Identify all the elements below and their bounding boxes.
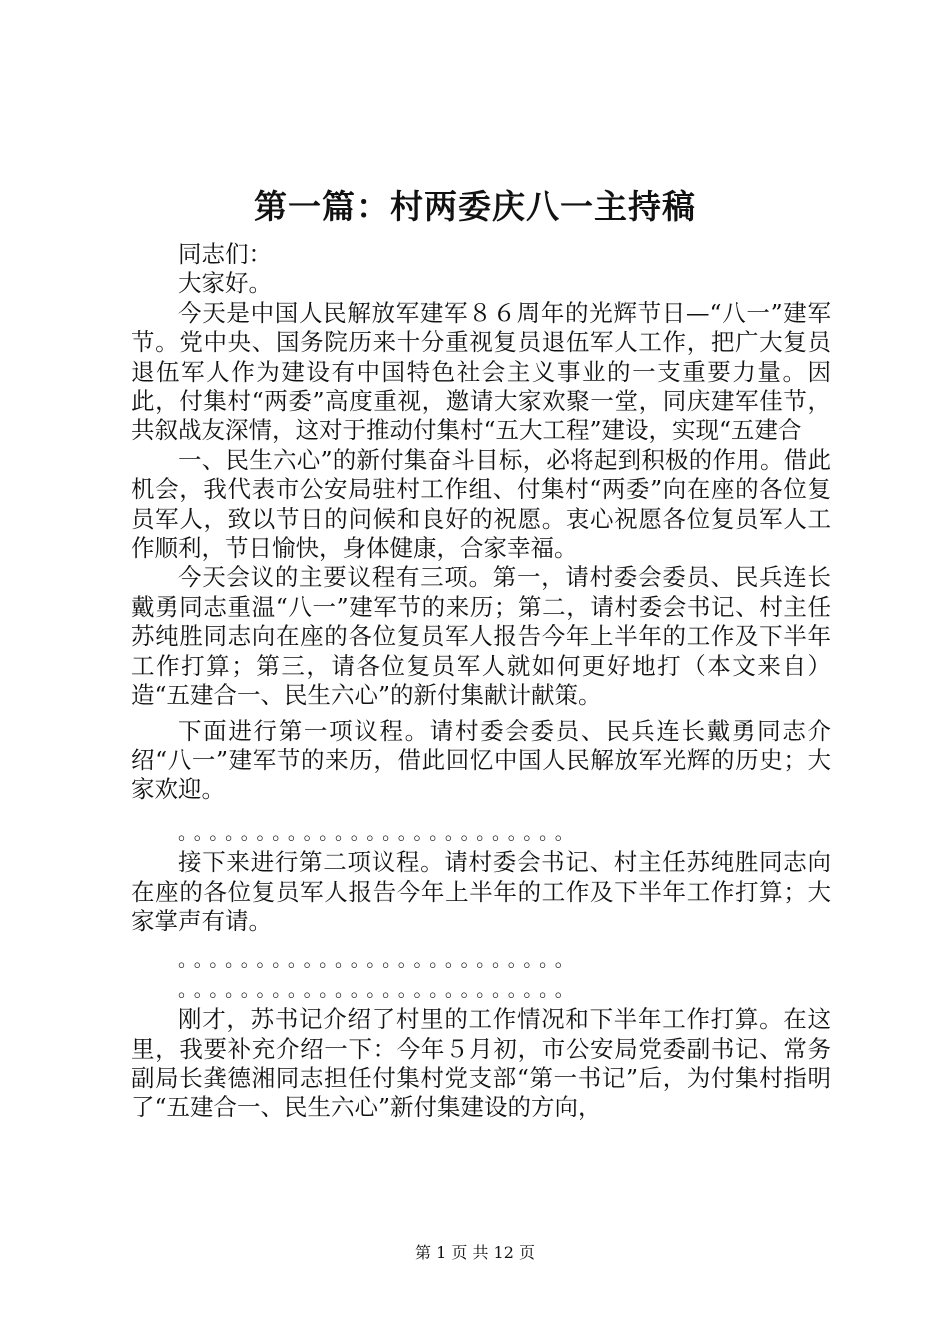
- paragraph-5: 接下来进行第二项议程。请村委会书记、村主任苏纯胜同志向在座的各位复员军人报告今年上半年的工作及下半年工作打算；大家掌声有请。: [131, 848, 831, 935]
- ellipsis-line-1: 。。。。。。。。。。。。。。。。。。。。。。。。。: [178, 821, 581, 844]
- paragraph-4: 下面进行第一项议程。请村委会委员、民兵连长戴勇同志介绍“八一”建军节的来历，借此回忆中国人民解放军光辉的历史；大家欢迎。: [131, 716, 831, 804]
- page-number: 第 1 页 共 12 页: [415, 1243, 535, 1262]
- paragraph-6: 刚才，苏书记介绍了村里的工作情况和下半年工作打算。在这里，我要补充介绍一下：今年５月初，市公安局党委副书记、常务副局长龚德湘同志担任付集村党支部“第一书记”后，为付集村指明了“五建合一、民生六心”新付集建设的方向，: [131, 1005, 831, 1122]
- greeting: 大家好。: [178, 269, 272, 298]
- paragraph-3: 今天会议的主要议程有三项。第一，请村委会委员、民兵连长戴勇同志重温“八一”建军节的来历；第二，请村委会书记、村主任苏纯胜同志向在座的各位复员军人报告今年上半年的工作及下半年工作打算；第三，请各位复员军人就如何更好地打（本文来自）造“五建合一、民生六心”的新付集献计献策。: [131, 563, 831, 710]
- paragraph-1: 今天是中国人民解放军建军８６周年的光辉节日—“八一”建军节。党中央、国务院历来十分重视复员退伍军人工作，把广大复员退伍军人作为建设有中国特色社会主义事业的一支重要力量。因此，付集村“两委”高度重视，邀请大家欢聚一堂，同庆建军佳节，共叙战友深情，这对于推动付集村“五大工程”建设，实现“五建合: [131, 298, 831, 445]
- salutation: 同志们：: [178, 240, 272, 268]
- ellipsis-line-3: 。。。。。。。。。。。。。。。。。。。。。。。。。: [178, 978, 581, 1001]
- ellipsis-line-2: 。。。。。。。。。。。。。。。。。。。。。。。。。: [178, 949, 581, 972]
- document-body: [131, 240, 831, 1123]
- paragraph-2: 一、民生六心”的新付集奋斗目标，必将起到积极的作用。借此机会，我代表市公安局驻村工作组、付集村“两委”向在座的各位复员军人，致以节日的问候和良好的祝愿。衷心祝愿各位复员军人工作顺利，节日愉快，身体健康，合家幸福。: [131, 445, 831, 563]
- document-title: 第一篇：村两委庆八一主持稿: [254, 187, 696, 226]
